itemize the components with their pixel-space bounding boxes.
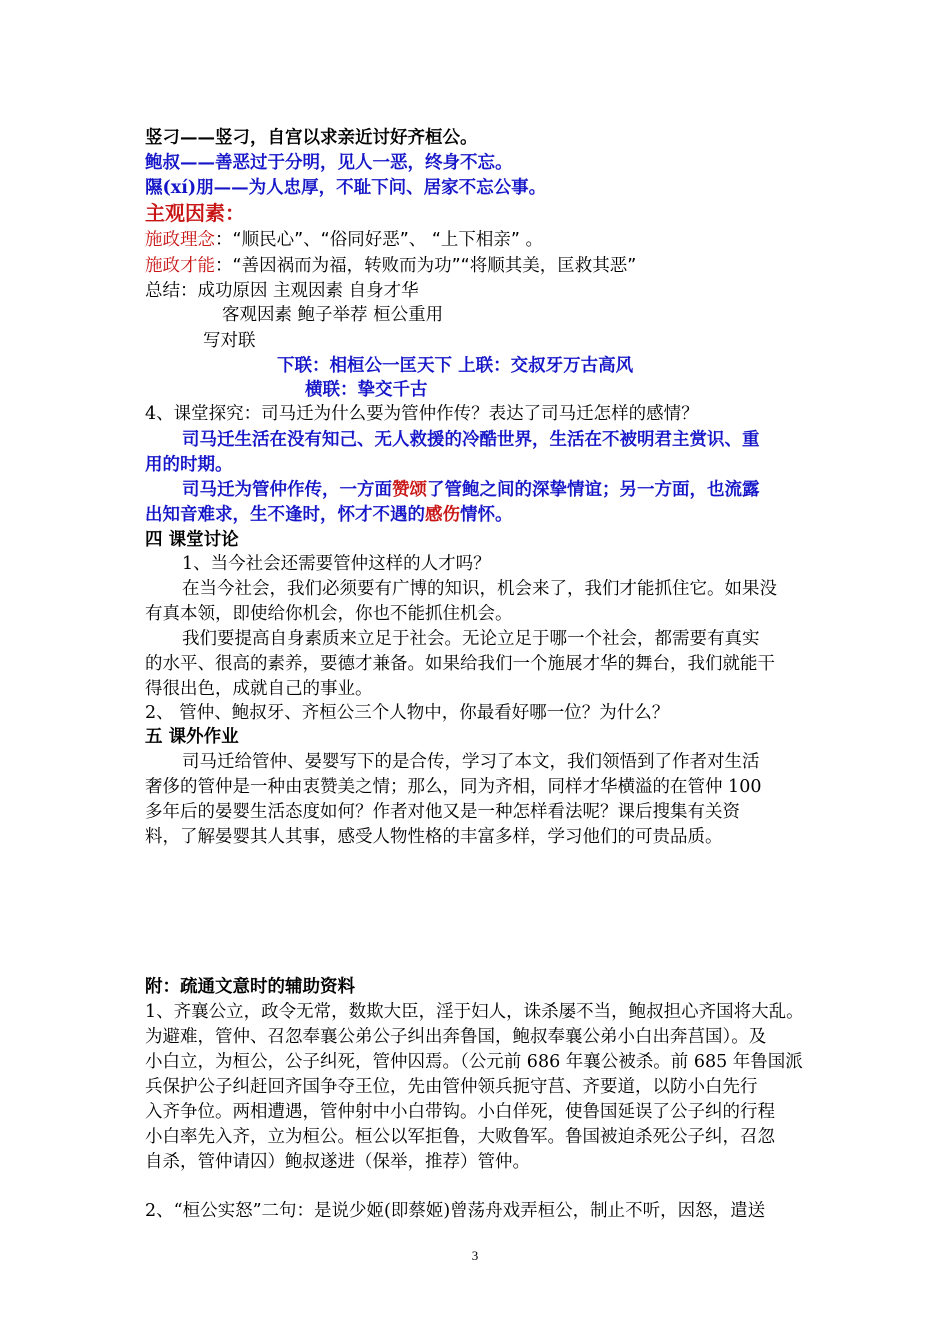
text-segment: 出知音难求，生不逢时，怀才不遇的 <box>145 505 425 525</box>
line-homework-1: 司马迁给管仲、晏婴写下的是合传，学习了本文，我们领悟到了作者对生活 <box>182 752 760 772</box>
line-appendix-1: 1、齐襄公立，政令无常，数欺大臣，淫于妇人，诛杀屡不当，鲍叔担心齐国将大乱。 <box>145 1002 804 1022</box>
line-appendix-4: 兵保护公子纠赶回齐国争夺王位，先由管仲领兵扼守莒、齐要道，以防小白先行 <box>145 1077 758 1097</box>
line-objective-factors: 客观因素 鲍子举荐 桓公重用 <box>222 305 444 325</box>
line-discussion-q1: 1、当今社会还需要管仲这样的人才吗？ <box>182 554 491 574</box>
text-governing-philosophy: ：“顺民心”、“俗同好恶”、 “上下相亲” 。 <box>215 230 544 250</box>
text-segment: 情怀。 <box>460 505 513 525</box>
page-number: 3 <box>471 1248 479 1263</box>
line-governing-philosophy <box>145 227 543 253</box>
heading-homework: 五 课外作业 <box>145 727 239 747</box>
line-couplet-horizontal: 横联：挚交千古 <box>305 380 428 400</box>
line-couplet-lines: 下联：相桓公一匡天下 上联：交叔牙万古高风 <box>277 356 634 376</box>
line-inquiry-answer-1b: 用的时期。 <box>145 455 233 475</box>
line-discussion-p1b: 有真本领，即使给你机会，你也不能抓住机会。 <box>145 604 513 624</box>
line-homework-4: 料，了解晏婴其人其事，感受人物性格的丰富多样，学习他们的可贵品质。 <box>145 827 723 847</box>
text-highlight-praise: 赞颂 <box>392 480 427 500</box>
heading-appendix: 附：疏通文意时的辅助资料 <box>145 977 355 997</box>
line-appendix-2: 为避难，管仲、召忽奉襄公弟公子纠出奔鲁国，鲍叔奉襄公弟小白出奔莒国）。及 <box>145 1027 767 1047</box>
line-inquiry-answer-1a: 司马迁生活在没有知己、无人救援的冷酷世界，生活在不被明君主赏识、重 <box>182 430 760 450</box>
line-inquiry-question: 4、课堂探究：司马迁为什么要为管仲作传？表达了司马迁怎样的感情？ <box>145 404 699 424</box>
label-governing-philosophy: 施政理念 <box>145 230 215 250</box>
line-inquiry-answer-2b <box>145 502 513 528</box>
heading-subjective-factors: 主观因素： <box>145 201 245 225</box>
line-discussion-p1a: 在当今社会，我们必须要有广博的知识，机会来了，我们才能抓住它。如果没 <box>182 579 777 599</box>
line-discussion-p2a: 我们要提高自身素质来立足于社会。无论立足于哪一个社会，都需要有真实 <box>182 629 760 649</box>
line-appendix-6: 小白率先入齐，立为桓公。桓公以军拒鲁，大败鲁军。鲁国被迫杀死公子纠，召忽 <box>145 1127 775 1147</box>
label-governing-talent: 施政才能 <box>145 256 215 276</box>
text-segment: 司马迁为管仲作传，一方面 <box>182 480 392 500</box>
line-homework-3: 多年后的晏婴生活态度如何？作者对他又是一种怎样看法呢？课后搜集有关资 <box>145 802 740 822</box>
line-inquiry-answer-2a <box>182 477 760 503</box>
heading-class-discussion: 四 课堂讨论 <box>145 530 239 550</box>
line-discussion-p2b: 的水平、很高的素养，要德才兼备。如果给我们一个施展才华的舞台，我们就能干 <box>145 654 775 674</box>
line-xipeng: 隰(xí)朋——为人忠厚，不耻下问、居家不忘公事。 <box>145 178 547 198</box>
line-governing-talent <box>145 253 636 279</box>
text-governing-talent: ：“善因祸而为福，转败而为功”“将顺其美，匡救其恶” <box>215 256 637 276</box>
line-appendix-7: 自杀，管仲请囚）鲍叔遂进（保举，推荐）管仲。 <box>145 1152 530 1172</box>
line-appendix-8: 2、“桓公实怒”二句：是说少姬(即蔡姬)曾荡舟戏弄桓公，制止不听，因怒，遣送 <box>145 1201 766 1221</box>
line-shudiao: 竖刁——竖刁，自宫以求亲近讨好齐桓公。 <box>145 128 478 148</box>
line-appendix-3: 小白立，为桓公，公子纠死，管仲囚焉。（公元前 686 年襄公被杀。前 685 年鲁国派 <box>145 1052 803 1072</box>
line-discussion-q2: 2、 管仲、鲍叔牙、齐桓公三个人物中，你最看好哪一位？为什么？ <box>145 703 670 723</box>
text-highlight-sorrow: 感伤 <box>425 505 460 525</box>
line-discussion-p2c: 得很出色，成就自己的事业。 <box>145 679 373 699</box>
line-appendix-5: 入齐争位。两相遭遇，管仲射中小白带钩。小白佯死，使鲁国延误了公子纠的行程 <box>145 1102 775 1122</box>
line-summary: 总结：成功原因 主观因素 自身才华 <box>145 281 419 301</box>
line-couplet-task: 写对联 <box>203 331 256 351</box>
line-homework-2: 奢侈的管仲是一种由衷赞美之情；那么，同为齐相，同样才华横溢的在管仲 100 <box>145 777 762 797</box>
text-segment: 了管鲍之间的深挚情谊；另一方面，也流露 <box>427 480 760 500</box>
line-baoshu: 鲍叔——善恶过于分明，见人一恶，终身不忘。 <box>145 153 513 173</box>
